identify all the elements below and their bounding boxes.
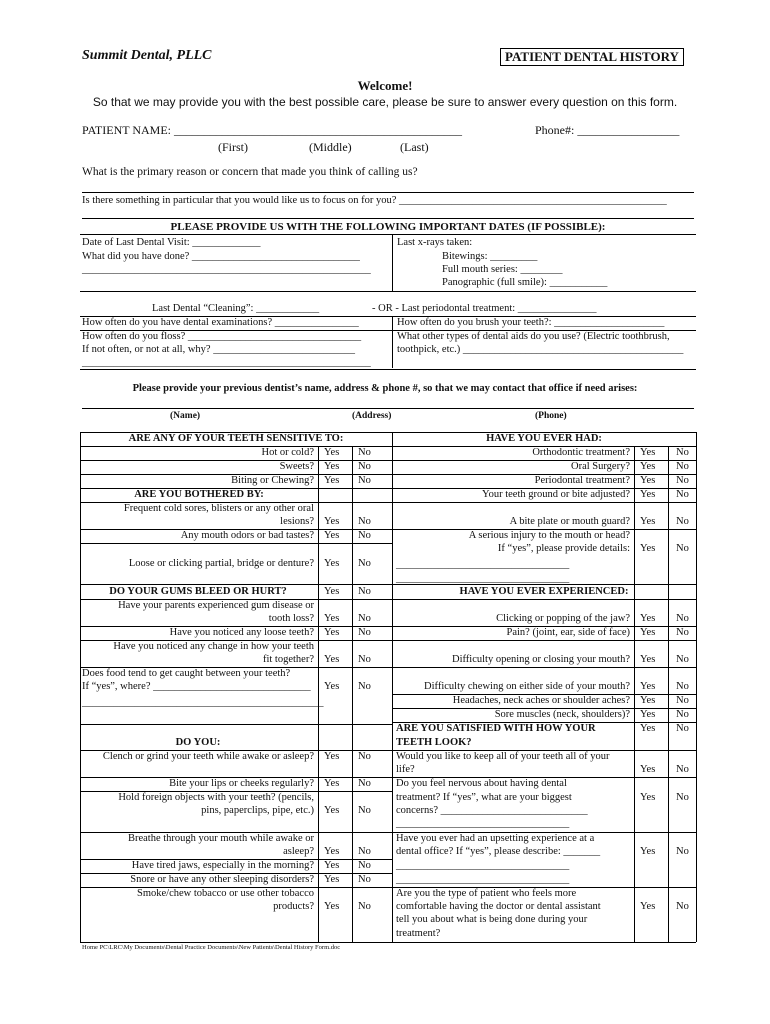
- left-h4: DO YOU:: [175, 737, 221, 748]
- no-option[interactable]: No: [676, 543, 689, 554]
- yes-option[interactable]: Yes: [324, 778, 340, 789]
- right-h2: HAVE YOU EVER EXPERIENCED:: [459, 586, 629, 597]
- yes-option[interactable]: Yes: [640, 627, 656, 638]
- q-injury-1: A serious injury to the mouth or head?: [468, 530, 630, 541]
- reason-line[interactable]: [82, 192, 694, 193]
- patient-name-field[interactable]: PATIENT NAME: ________________________________________________: [82, 123, 463, 137]
- no-option[interactable]: No: [676, 627, 689, 638]
- rule: [392, 667, 696, 668]
- q-jaws: Have tired jaws, especially in the morning?: [131, 860, 314, 871]
- middle-label: (Middle): [309, 140, 352, 154]
- prev-dentist-line[interactable]: [82, 408, 694, 409]
- no-option[interactable]: No: [676, 516, 689, 527]
- focus-line[interactable]: [82, 218, 694, 219]
- right-h1: HAVE YOU EVER HAD:: [486, 433, 602, 444]
- no-option[interactable]: No: [676, 901, 689, 912]
- rule: [80, 724, 392, 725]
- left-h2: ARE YOU BOTHERED BY:: [134, 489, 264, 500]
- q-bite-lips: Bite your lips or cheeks regularly?: [169, 778, 314, 789]
- table-right-border: [696, 432, 697, 942]
- no-option[interactable]: No: [676, 709, 689, 720]
- rule: [392, 502, 696, 503]
- q-hot-cold: Hot or cold?: [261, 447, 314, 458]
- dates-divider-top: [392, 234, 393, 291]
- q-comfort-4: treatment?: [396, 928, 441, 939]
- xrays-label: Last x-rays taken:: [397, 237, 473, 248]
- dates-top-rule: [80, 234, 696, 235]
- no-option[interactable]: No: [358, 654, 371, 665]
- no-option[interactable]: No: [358, 530, 371, 541]
- yes-option[interactable]: Yes: [324, 461, 340, 472]
- no-option[interactable]: No: [676, 764, 689, 775]
- yes-option[interactable]: Yes: [324, 805, 340, 816]
- q-breathe-1: Breathe through your mouth while awake or: [127, 833, 314, 844]
- right-h3-line2: TEETH LOOK?: [396, 737, 472, 748]
- yes-option[interactable]: Yes: [640, 792, 656, 803]
- rule: [80, 584, 392, 585]
- yes-option[interactable]: Yes: [640, 723, 656, 734]
- yes-option[interactable]: Yes: [324, 530, 340, 541]
- prev-dentist-prompt: Please provide your previous dentist’s name, address & phone #, so that we may contact that office if need arises:: [132, 383, 638, 394]
- yes-option[interactable]: Yes: [324, 627, 340, 638]
- floss-field[interactable]: How often do you floss? _________________________________: [82, 331, 362, 342]
- prev-address-label: (Address): [352, 411, 392, 421]
- not-often-field[interactable]: If not often, or not at all, why? ___________________________: [82, 344, 355, 355]
- yes-option[interactable]: Yes: [324, 901, 340, 912]
- yes-option[interactable]: Yes: [640, 695, 656, 706]
- welcome-heading: Welcome!: [357, 78, 413, 93]
- no-option[interactable]: No: [358, 586, 371, 597]
- q-upset-4[interactable]: _________________________________: [396, 874, 570, 885]
- no-option[interactable]: No: [358, 516, 371, 527]
- cleaning-field[interactable]: Last Dental “Cleaning”: ____________: [152, 303, 320, 314]
- yes-option[interactable]: Yes: [640, 543, 656, 554]
- q-nervous-3[interactable]: concerns? ____________________________: [396, 805, 588, 816]
- yes-option[interactable]: Yes: [324, 613, 340, 624]
- q-foreign-2: pins, paperclips, pipe, etc.): [201, 805, 314, 816]
- q-upset-1: Have you ever had an upsetting experience at a: [396, 833, 595, 844]
- q-food-2[interactable]: If “yes”, where? ______________________________: [82, 681, 311, 692]
- first-label: (First): [218, 140, 248, 154]
- q-sores-1: Frequent cold sores, blisters or any other oral: [123, 503, 314, 514]
- rule: [392, 584, 696, 585]
- yes-option[interactable]: Yes: [640, 901, 656, 912]
- q-surgery: Oral Surgery?: [571, 461, 630, 472]
- q-sweets: Sweets?: [279, 461, 314, 472]
- no-option[interactable]: No: [358, 613, 371, 624]
- reason-question: What is the primary reason or concern that made you think of calling us?: [82, 166, 418, 178]
- right-h3-line1: ARE YOU SATISFIED WITH HOW YOUR: [396, 723, 596, 734]
- table-bottom-rule: [80, 942, 696, 943]
- other-aids-field[interactable]: What other types of dental aids do you use? (Electric toothbrush,: [397, 331, 670, 342]
- q-perio: Periodontal treatment?: [534, 475, 630, 486]
- no-option[interactable]: No: [676, 654, 689, 665]
- q-chewing: Difficulty chewing on either side of your mouth?: [424, 681, 630, 692]
- intro-text: So that we may provide you with the best possible care, please be sure to answer every question on this form.: [92, 95, 678, 109]
- yes-option[interactable]: Yes: [640, 709, 656, 720]
- form-title: PATIENT DENTAL HISTORY: [500, 48, 684, 66]
- q-comfort-3: tell you about what is being done during your: [396, 914, 588, 925]
- q-sores-2: lesions?: [280, 516, 314, 527]
- yes-option[interactable]: Yes: [640, 447, 656, 458]
- yes-option[interactable]: Yes: [640, 654, 656, 665]
- q-biting: Biting or Chewing?: [231, 475, 314, 486]
- no-option[interactable]: No: [358, 627, 371, 638]
- yes-option[interactable]: Yes: [640, 489, 656, 500]
- toothpick-field[interactable]: toothpick, etc.) __________________________________________: [397, 344, 684, 355]
- no-option[interactable]: No: [358, 805, 371, 816]
- dates-divider-bottom: [392, 316, 393, 368]
- bitewings-field[interactable]: Bitewings: _________: [442, 251, 538, 262]
- table-center-divider: [392, 432, 393, 942]
- yes-option[interactable]: Yes: [640, 475, 656, 486]
- q-foreign-1: Hold foreign objects with your teeth? (pencils,: [118, 792, 314, 803]
- q-snore: Snore or have any other sleeping disorders?: [130, 874, 314, 885]
- last-label: (Last): [400, 140, 429, 154]
- q-fit-1: Have you noticed any change in how your teeth: [113, 641, 314, 652]
- dates-bottom-rule: [80, 369, 696, 370]
- no-option[interactable]: No: [676, 681, 689, 692]
- q-keep-2: life?: [396, 764, 415, 775]
- yes-option[interactable]: Yes: [324, 586, 340, 597]
- no-option[interactable]: No: [676, 792, 689, 803]
- rule: [80, 543, 392, 544]
- q-nervous-4[interactable]: _________________________________: [396, 818, 570, 829]
- no-option[interactable]: No: [358, 475, 371, 486]
- injury-line-1[interactable]: _________________________________: [396, 559, 570, 570]
- q-sore-muscles: Sore muscles (neck, shoulders)?: [494, 709, 630, 720]
- q-odors: Any mouth odors or bad tastes?: [180, 530, 314, 541]
- rule: [392, 599, 696, 600]
- q-nervous-2: treatment? If “yes”, what are your biggest: [396, 792, 572, 803]
- q-nervous-1: Do you feel nervous about having dental: [396, 778, 567, 789]
- yes-option[interactable]: Yes: [324, 874, 340, 885]
- q-plate: A bite plate or mouth guard?: [509, 516, 630, 527]
- no-option[interactable]: No: [358, 778, 371, 789]
- yes-option[interactable]: Yes: [324, 447, 340, 458]
- what-done-field[interactable]: What did you have done? ________________________________: [82, 251, 360, 262]
- yes-option[interactable]: Yes: [324, 654, 340, 665]
- table-left-border: [80, 432, 81, 942]
- prev-phone-label: (Phone): [535, 411, 567, 421]
- left-h3: DO YOUR GUMS BLEED OR HURT?: [109, 586, 287, 597]
- no-option[interactable]: No: [358, 860, 371, 871]
- q-food-3[interactable]: ______________________________________________: [82, 697, 324, 708]
- q-breathe-2: asleep?: [283, 846, 314, 857]
- no-option[interactable]: No: [676, 489, 689, 500]
- no-option[interactable]: No: [676, 846, 689, 857]
- q-comfort-1: Are you the type of patient who feels more: [396, 888, 577, 899]
- q-injury-2: If “yes”, please provide details:: [497, 543, 630, 554]
- injury-line-2[interactable]: _________________________________: [396, 573, 570, 584]
- yes-option[interactable]: Yes: [324, 475, 340, 486]
- q-food-1: Does food tend to get caught between your teeth?: [82, 668, 291, 679]
- no-option[interactable]: No: [358, 874, 371, 885]
- q-clicking: Clicking or popping of the jaw?: [496, 613, 630, 624]
- no-option[interactable]: No: [358, 681, 371, 692]
- left-h1: ARE ANY OF YOUR TEETH SENSITIVE TO:: [128, 433, 344, 444]
- no-option[interactable]: No: [676, 723, 689, 734]
- q-clench: Clench or grind your teeth while awake or asleep?: [102, 751, 314, 762]
- q-opening: Difficulty opening or closing your mouth?: [452, 654, 630, 665]
- what-done-line[interactable]: _______________________________________________________: [82, 264, 371, 275]
- q-parents-2: tooth loss?: [268, 613, 314, 624]
- q-keep-1: Would you like to keep all of your teeth all of your: [396, 751, 610, 762]
- yes-option[interactable]: Yes: [324, 516, 340, 527]
- footer-path: Home PC\LRC\My Documents\Dental Practice Documents\New Patients\Dental History Form.doc: [82, 944, 341, 951]
- practice-name: Summit Dental, PLLC: [82, 48, 212, 63]
- q-loose-partial: Loose or clicking partial, bridge or denture?: [128, 558, 314, 569]
- no-option[interactable]: No: [676, 613, 689, 624]
- no-option[interactable]: No: [676, 475, 689, 486]
- q-parents-1: Have your parents experienced gum disease or: [118, 600, 314, 611]
- dates-header: PLEASE PROVIDE US WITH THE FOLLOWING IMPORTANT DATES (IF POSSIBLE):: [170, 221, 606, 233]
- q-upset-3[interactable]: _________________________________: [396, 860, 570, 871]
- yes-option[interactable]: Yes: [640, 613, 656, 624]
- prev-name-label: (Name): [170, 411, 201, 421]
- yes-option[interactable]: Yes: [640, 846, 656, 857]
- dates-mid-rule: [80, 291, 696, 292]
- brush-field[interactable]: How often do you brush your teeth?: _____________________: [397, 317, 665, 328]
- yes-option[interactable]: Yes: [640, 681, 656, 692]
- yes-option[interactable]: Yes: [324, 751, 340, 762]
- yes-option[interactable]: Yes: [324, 558, 340, 569]
- rule: [392, 640, 696, 641]
- yes-option[interactable]: Yes: [324, 681, 340, 692]
- q-pain: Pain? (joint, ear, side of face): [506, 627, 630, 638]
- pano-field[interactable]: Panographic (full smile): ___________: [442, 277, 608, 288]
- yes-option[interactable]: Yes: [324, 846, 340, 857]
- left-no-divider: [352, 446, 353, 942]
- q-ground: Your teeth ground or bite adjusted?: [482, 489, 630, 500]
- no-option[interactable]: No: [676, 695, 689, 706]
- q-loose-teeth: Have you noticed any loose teeth?: [169, 627, 314, 638]
- q-comfort-2: comfortable having the doctor or dental assistant: [396, 901, 601, 912]
- q-headaches: Headaches, neck aches or shoulder aches?: [452, 695, 630, 706]
- not-often-line[interactable]: _______________________________________________________: [82, 357, 371, 368]
- no-option[interactable]: No: [358, 751, 371, 762]
- last-visit-field[interactable]: Date of Last Dental Visit: _____________: [82, 237, 261, 248]
- full-mouth-field[interactable]: Full mouth series: ________: [442, 264, 563, 275]
- q-smoke-1: Smoke/chew tobacco or use other tobacco: [137, 888, 314, 899]
- q-upset-2[interactable]: dental office? If “yes”, please describe: _______: [396, 846, 601, 857]
- q-fit-2: fit together?: [262, 654, 314, 665]
- q-ortho: Orthodontic treatment?: [532, 447, 630, 458]
- no-option[interactable]: No: [358, 901, 371, 912]
- perio-field[interactable]: - OR - Last periodontal treatment: _______________: [372, 303, 597, 314]
- left-yes-divider: [318, 446, 319, 942]
- phone-field[interactable]: Phone#: _________________: [535, 123, 680, 137]
- no-option[interactable]: No: [358, 447, 371, 458]
- no-option[interactable]: No: [676, 461, 689, 472]
- exam-freq-field[interactable]: How often do you have dental examinations? ________________: [82, 317, 359, 328]
- no-option[interactable]: No: [358, 846, 371, 857]
- q-smoke-2: products?: [273, 901, 314, 912]
- no-option[interactable]: No: [358, 558, 371, 569]
- yes-option[interactable]: Yes: [640, 764, 656, 775]
- no-option[interactable]: No: [676, 447, 689, 458]
- no-option[interactable]: No: [358, 461, 371, 472]
- yes-option[interactable]: Yes: [324, 860, 340, 871]
- yes-option[interactable]: Yes: [640, 516, 656, 527]
- yes-option[interactable]: Yes: [640, 461, 656, 472]
- focus-question[interactable]: Is there something in particular that you would like us to focus on for you? ___________________________________________________: [82, 195, 667, 206]
